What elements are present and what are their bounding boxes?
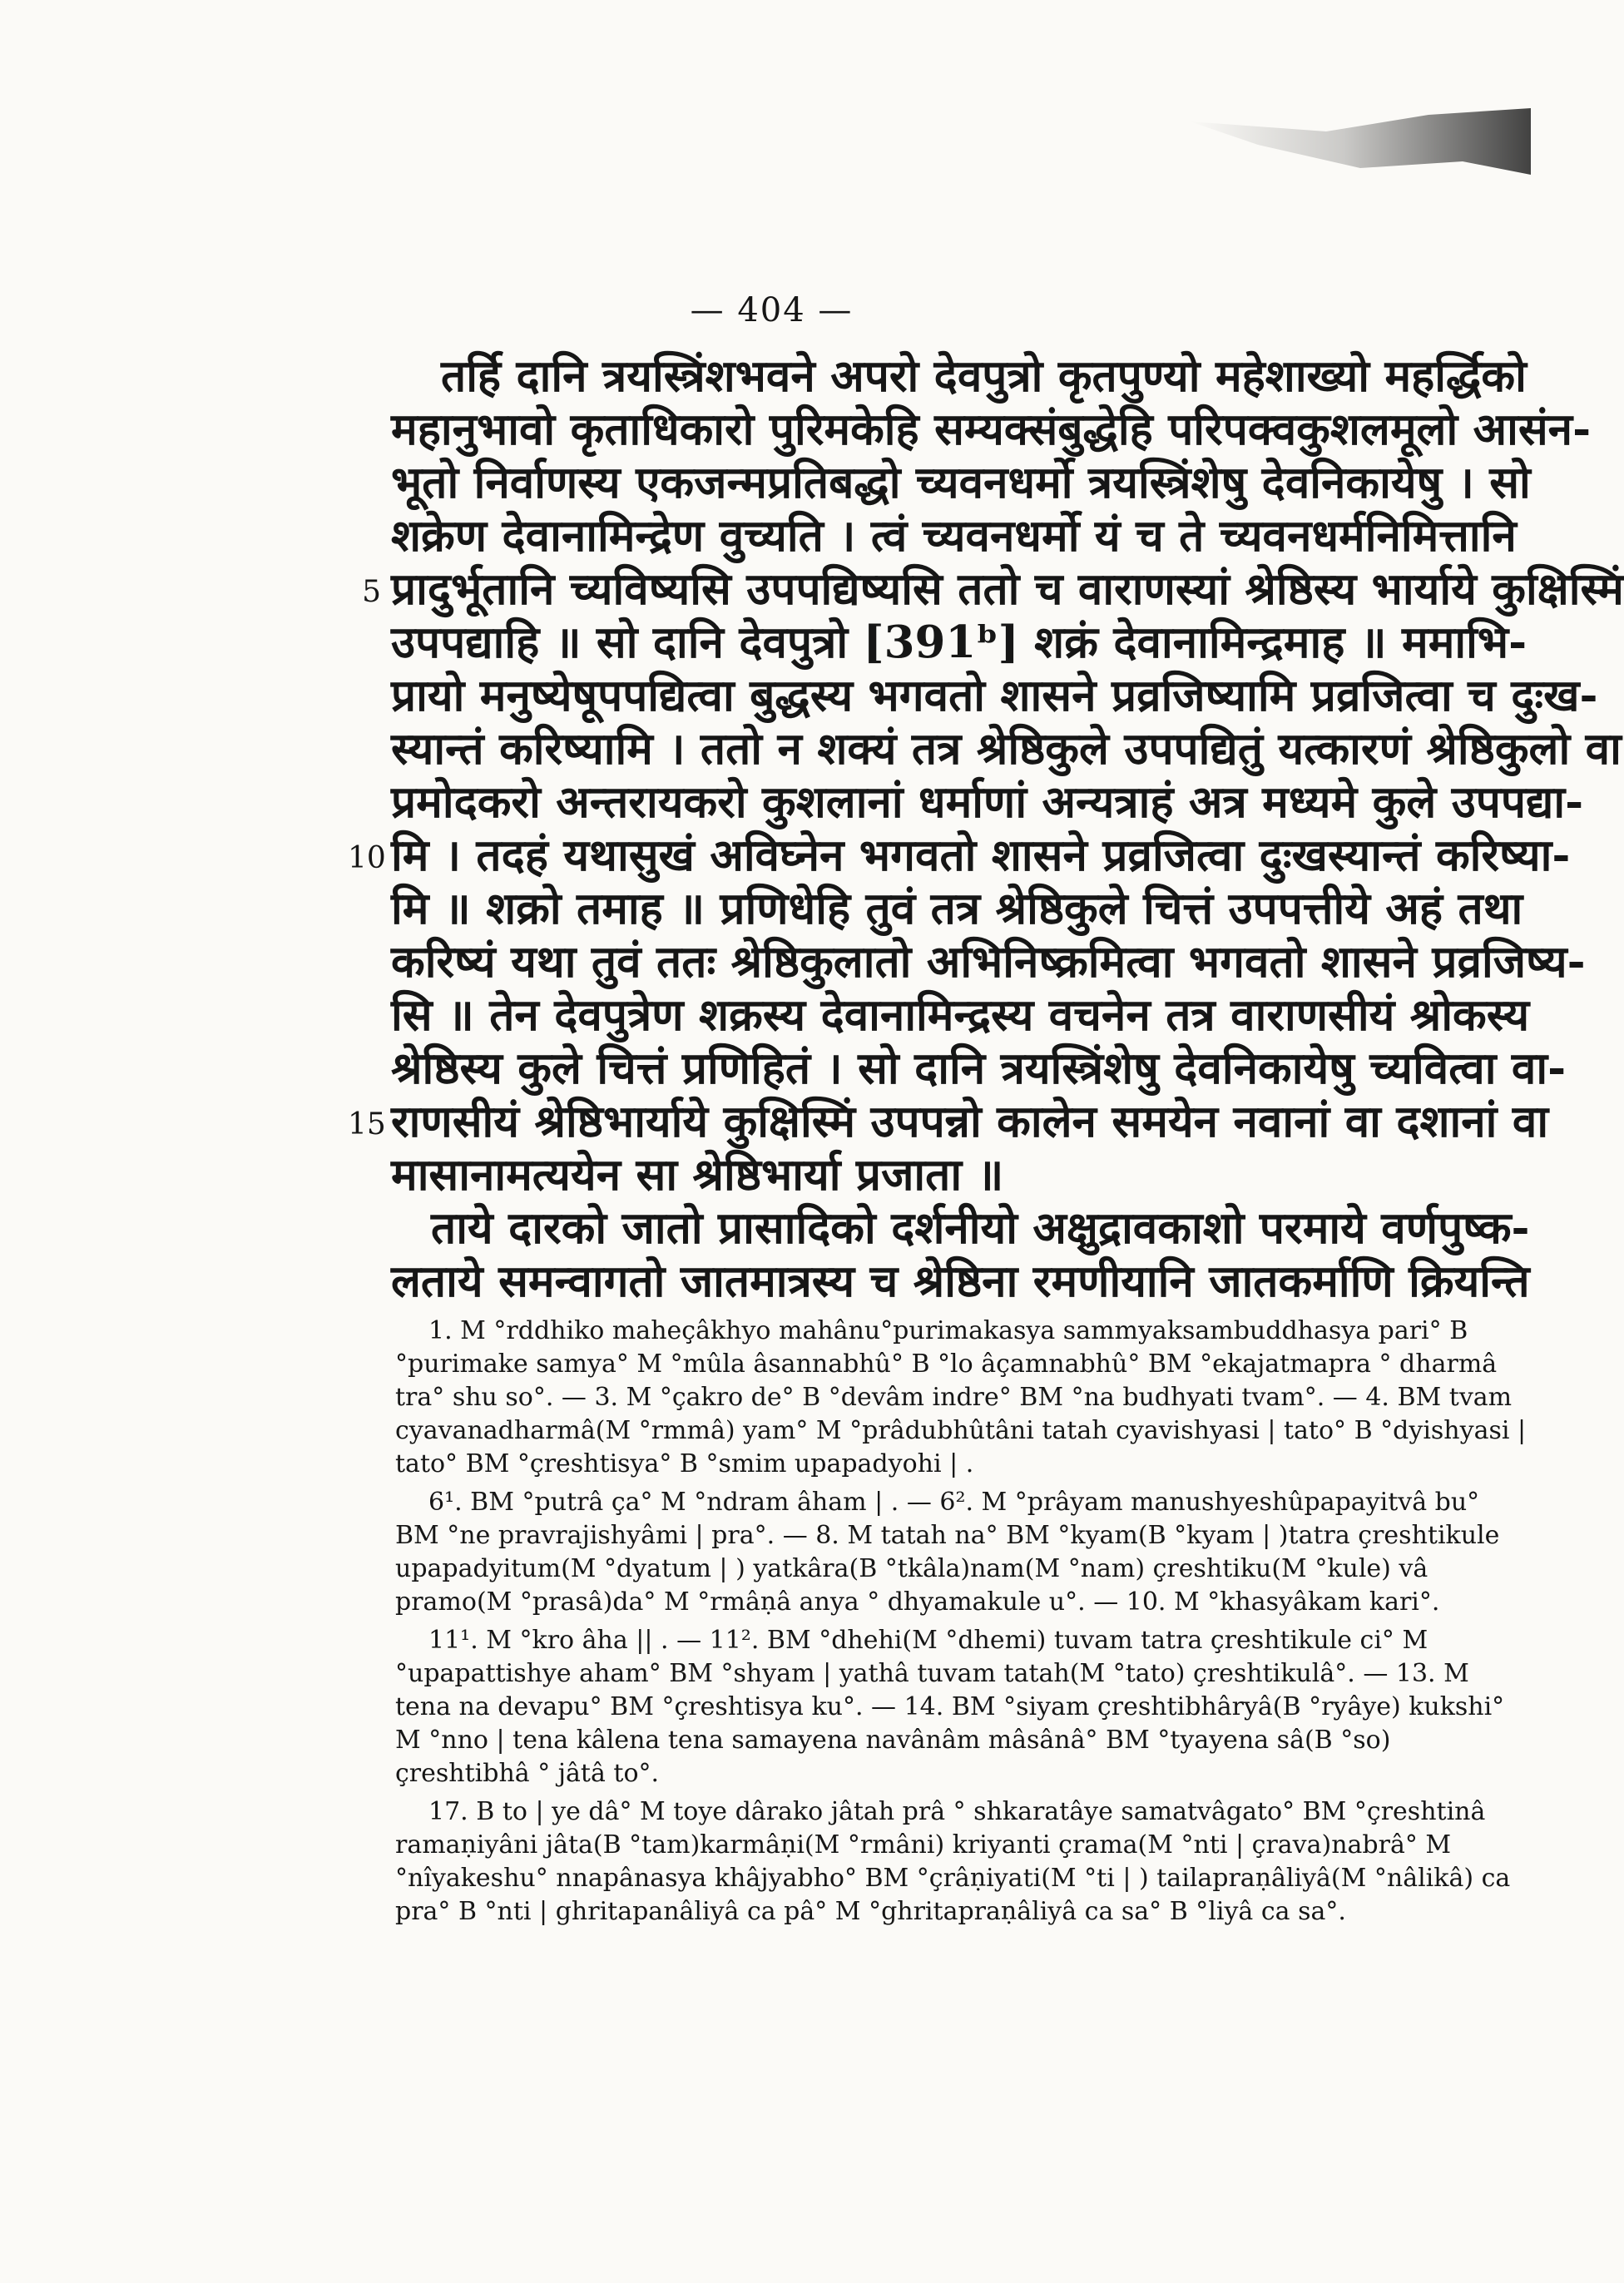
text-line [391, 1201, 1543, 1255]
text-line [391, 1042, 1567, 1095]
line-text: श्रेष्ठिस्य कुले चित्तं प्रणिहितं । सो दानि त्रयस्त्रिंशेषु देवनिकायेषु च्यवित्वा वा- [391, 1042, 1567, 1094]
footnote: 11¹. M °kro âha || . — 11². BM °dhehi(M °dhemi) tuvam tatra çreshtikule ci° M °upapattishye aham° BM °shyam | yathâ tuvam tatah(M °tato) çreshtikulâ°. — 13. M tena na devapu° BM °çreshtisya ku°. — 14. BM °siyam çreshtibhâryâ(B °ryâye) kukshi° M °nno | tena kâlena tena samayena navânâm mâsânâ° BM °tyayena sâ(B °so) çreshtibhâ ° jâtâ to°. [395, 1626, 1505, 1788]
text-line [391, 403, 1592, 456]
line-text: प्रादुर्भूतानि च्यविष्यसि उपपद्यिष्यसि ततो च वाराणस्यां श्रेष्ठिस्य भार्याये कुक्षिस्मिं [391, 563, 1624, 615]
text-line [391, 456, 1543, 509]
text-line [391, 935, 1586, 988]
line-text: शक्रेण देवानामिन्द्रेण वुच्यति । त्वं च्यवनधर्मो यं च ते च्यवनधर्मनिमित्तानि [391, 510, 1517, 562]
text-line [348, 1095, 1549, 1148]
line-text: सि ॥ तेन देवपुत्रेण शक्रस्य देवानामिन्द्रस्य वचनेन तत्र वाराणसीयं श्रोकस्य [391, 989, 1530, 1041]
text-line [391, 1255, 1543, 1308]
text-line [391, 1148, 1543, 1201]
text-line [362, 562, 1624, 616]
text-line [348, 829, 1571, 882]
line-text: मि ॥ शक्रो तमाह ॥ प्रणिधेहि तुवं तत्र श्रेष्ठिकुले चित्तं उपपत्तीये अहं तथा [391, 883, 1523, 934]
text-line [391, 669, 1598, 722]
text-line [391, 722, 1622, 775]
page-edge-shadow [1190, 108, 1531, 175]
line-text: प्रायो मनुष्येषूपपद्यित्वा बुद्धस्य भगवतो शासने प्रव्रजिष्यामि प्रव्रजित्वा च दुःख- [391, 670, 1598, 721]
sanskrit-text-block [348, 349, 1624, 1308]
line-text: महानुभावो कृताधिकारो पुरिमकेहि सम्यक्संबुद्धेहि परिपक्वकुशलमूलो आसंन- [391, 404, 1592, 455]
line-text: राणसीयं श्रेष्ठिभार्याये कुक्षिस्मिं उपपन्नो कालेन समयेन नवानां वा दशानां वा [391, 1096, 1549, 1147]
line-text: स्यान्तं करिष्यामि । ततो न शक्यं तत्र श्रेष्ठिकुले उपपद्यितुं यत्कारणं श्रेष्ठिकुलो वा [391, 723, 1622, 775]
footnote: 17. B to | ye dâ° M toye dârako jâtah prâ ° shkaratâye samatvâgato° BM °çreshtinâ ramaṇiyâni jâta(B °tam)karmâṇi(M °rmâni) kriyanti çrama(M °nti | çrava)nabrâ° M °nîyakeshu° nnapânasya khâjyabho° BM °çrâṇiyati(M °ti | ) tailapraṇâliyâ(M °nâlikâ) ca pra° B °nti | ghritapanâliyâ ca pâ° M °ghritapraṇâliyâ ca sa° B °liyâ ca sa°. [395, 1797, 1511, 1926]
footnotes-apparatus [395, 1315, 1527, 1934]
line-number: 5 [362, 575, 381, 609]
line-number: 15 [348, 1107, 386, 1142]
page-number: — 404 — [690, 291, 854, 329]
line-text: भूतो निर्वाणस्य एकजन्मप्रतिबद्धो च्यवनधर्मो त्रयस्त्रिंशेषु देवनिकायेषु । सो [391, 457, 1531, 508]
line-text: मासानामत्ययेन सा श्रेष्ठिभार्या प्रजाता ॥ [391, 1149, 1004, 1201]
text-line [391, 509, 1543, 562]
line-text: उपपद्याहि ॥ सो दानि देवपुत्रो [391ᵇ] शक्रं देवानामिन्द्रमाह ॥ ममाभि- [391, 617, 1527, 668]
line-number: 10 [348, 841, 386, 875]
text-line [391, 882, 1543, 935]
line-text: प्रमोदकरो अन्तरायकरो कुशलानां धर्माणां अन्यत्राहं अत्र मध्यमे कुले उपपद्या- [391, 776, 1584, 828]
line-text: लताये समन्वागतो जातमात्रस्य च श्रेष्ठिना रमणीयानि जातकर्माणि क्रियन्ति [391, 1255, 1530, 1307]
footnote: 1. M °rddhiko maheçâkhyo mahânu°purimakasya sammyaksambuddhasya pari° B °purimake samya° M °mûla âsannabhû° B °lo âçamnabhû° BM °ekajatmapra ° dharmâ tra° shu so°. — 3. M °çakro de° B °devâm indre° BM °na budhyati tvam°. — 4. BM tvam cyavanadharmâ(M °rmmâ) yam° M °prâdubhûtâni tatah cyavishyasi | tato° B °dyishyasi | tato° BM °çreshtisya° B °smim upapadyohi | . [395, 1316, 1527, 1478]
line-text: ताये दारको जातो प्रासादिको दर्शनीयो अक्षुद्रावकाशो परमाये वर्णपुष्क- [431, 1202, 1530, 1254]
line-text: मि । तदहं यथासुखं अविघ्नेन भगवतो शासने प्रव्रजित्वा दुःखस्यान्तं करिष्या- [391, 830, 1571, 881]
text-line [391, 616, 1543, 669]
line-text: करिष्यं यथा तुवं ततः श्रेष्ठिकुलातो अभिनिष्क्रमित्वा भगवतो शासने प्रव्रजिष्य- [391, 936, 1586, 988]
line-text: तर्हि दानि त्रयस्त्रिंशभवने अपरो देवपुत्रो कृतपुण्यो महेशाख्यो महर्द्धिको [441, 350, 1527, 402]
text-line [391, 775, 1584, 829]
footnote: 6¹. BM °putrâ ça° M °ndram âham | . — 6². M °prâyam manushyeshûpapayitvâ bu° BM °ne pravrajishyâmi | pra°. — 8. M tatah na° BM °kyam(B °kyam | )tatra çreshtikule upapadyitum(M °dyatum | ) yatkâra(B °tkâla)nam(M °nam) çreshtiku(M °kule) vâ pramo(M °prasâ)da° M °rmâṇâ anya ° dhyamakule u°. — 10. M °khasyâkam kari°. [395, 1488, 1500, 1617]
text-line [391, 988, 1543, 1042]
text-line [391, 349, 1543, 403]
